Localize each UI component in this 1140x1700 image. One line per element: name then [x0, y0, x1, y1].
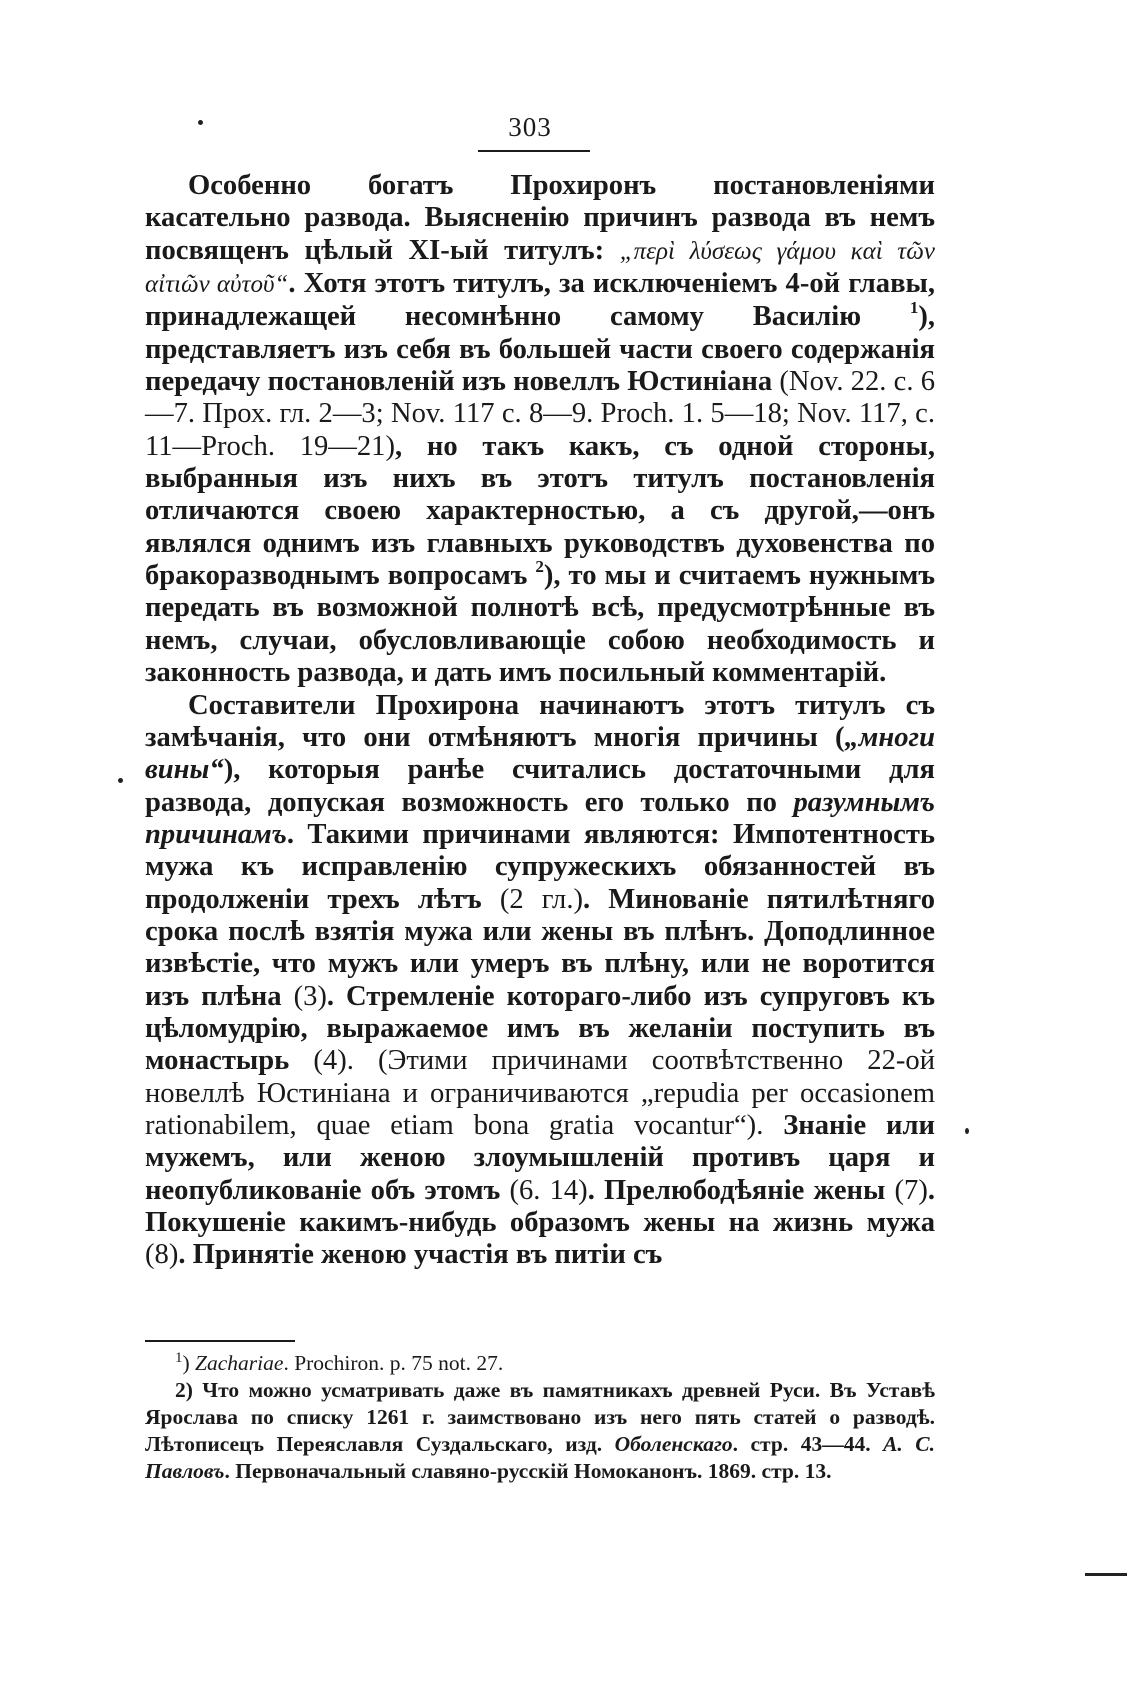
page-number: 303	[508, 112, 552, 142]
p1-text-3: ), представляетъ изъ себя въ большей части своего содержанія передачу постановленій изъ новеллъ Юстиніана	[145, 301, 935, 398]
footnote-2-mark: 2)	[175, 1378, 193, 1402]
footnote-2-text-2: . стр. 43—44.	[732, 1432, 884, 1456]
p2-text-5: . Стремленіе котораго-либо изъ супруговъ къ цѣломудрію, выражаемое имъ въ желаніи поступить въ монастырь	[145, 980, 935, 1077]
scan-speck	[198, 120, 203, 125]
footnote-rule	[145, 1340, 295, 1342]
scan-edge-mark	[1085, 1573, 1127, 1576]
main-text	[145, 170, 935, 1272]
p2-text-7: . Прелюбодѣяніе жены	[587, 1174, 895, 1206]
p2-text-8: . Покушеніе какимъ-нибудь образомъ жены на жизнь мужа	[145, 1174, 936, 1238]
paragraph-1	[145, 170, 935, 690]
page-number-rule	[478, 150, 590, 152]
footnote-2-author: А. С. Павловъ	[145, 1432, 936, 1483]
p2-ref-3: (4). (Этими причинами соотвѣтственно 22-ой новеллѣ Юстиніана и ограничиваются „repudia per occasionem rationabilem, quae etiam bona gratia vocantur“).	[145, 1045, 935, 1141]
p2-quote-2: разумнымъ причинамъ	[145, 786, 935, 850]
p2-text-6: Знаніе или мужемъ, или женою злоумышленій противъ царя и неопубликованіе объ этомъ	[145, 1109, 935, 1206]
p2-text-3: . Такими причинами являются: Импотентность мужа къ исправленію супружескихъ обязанностей въ продолженіи трехъ лѣтъ	[145, 818, 935, 915]
scan-speck	[965, 1128, 969, 1134]
p2-text-2: ), которыя ранѣе считались достаточными для развода, допуская возможность его только по	[145, 754, 935, 818]
p1-text-5: ), то мы и считаемъ нужнымъ передать въ возможной полнотѣ всѣ, предусмотрѣнные въ немъ, случаи, обусловливающіе собою необходимость и законность развода, и дать имъ посильный комментарій.	[145, 560, 935, 689]
footnote-2-text-3: . Первоначальный славяно-русскій Номоканонъ. 1869. стр. 13.	[224, 1459, 832, 1483]
footnote-1-mark: 1	[175, 1350, 183, 1366]
p2-ref-5: (7)	[894, 1174, 928, 1206]
footnote-ref-2: 2	[535, 557, 544, 577]
p2-ref-4: (6. 14)	[509, 1174, 588, 1206]
footnote-1: $^1$) Zachariae. Prochiron. p. 75 not. 27.	[175, 1350, 504, 1375]
greek-title: „περὶ λύσεως γάμου καὶ τῶν αἰτιῶν αὐτοῦ“	[145, 237, 936, 299]
p2-ref-6: (8)	[145, 1239, 179, 1271]
p1-text-1: Особенно богатъ Прохиронъ постановленіями касательно развода. Выясненію причинъ развода въ немъ посвященъ цѣлый XI-ый титулъ:	[145, 170, 935, 266]
novella-citation: (Nov. 22. c. 6—7. Прох. гл. 2—3; Nov. 117 c. 8—9. Proch. 1. 5—18; Nov. 117, c. 11—Proch. 19—21)	[145, 366, 935, 462]
footnote-2-editor: Оболенскаго	[614, 1432, 733, 1456]
p2-ref-1: (2 гл.)	[499, 883, 583, 915]
p1-text-2: . Хотя этотъ титулъ, за исключеніемъ 4-ой главы, принадлежащей несомнѣнно самому Василію	[145, 268, 935, 333]
paragraph-2	[145, 690, 935, 1272]
p2-ref-2: (3)	[293, 980, 327, 1012]
p2-text-4: . Минованіе пятилѣтняго срока послѣ взятія мужа или жены въ плѣнъ. Доподлинное извѣстіе, что мужъ или умеръ въ плѣну, или не воротится изъ плѣна	[145, 883, 936, 1012]
p2-text-9: . Принятіе женою участія въ питіи съ	[178, 1239, 663, 1271]
p2-text-1: Составители Прохирона начинаютъ этотъ титулъ съ замѣчанія, что они отмѣняютъ многія причины (	[145, 689, 935, 753]
p2-quote-1: „многи вины“	[145, 721, 935, 786]
footnote-1-author: Zachariae	[195, 1351, 284, 1375]
footnote-1-text: . Prochiron. p. 75 not. 27.	[283, 1351, 504, 1375]
footnotes	[145, 1350, 935, 1485]
scan-speck	[118, 778, 123, 783]
footnote-ref-1: 1	[909, 298, 919, 318]
footnote-2	[145, 1377, 935, 1485]
footnote-2-text-1: Что можно усматривать даже въ памятникахъ древней Руси. Въ Уставѣ Ярослава по списку 1261 г. заимствовано изъ него пять статей о разводѣ. Лѣтописецъ Переяславля Суздальскаго, изд.	[145, 1378, 935, 1456]
p1-text-4: , но такъ какъ, съ одной стороны, выбранныя изъ нихъ въ этотъ титулъ постановленія отличаются своею характерностью, а съ другой,—онъ являлся однимъ изъ главныхъ руководствъ духовенства по бракоразводнымъ вопросамъ	[145, 430, 935, 592]
